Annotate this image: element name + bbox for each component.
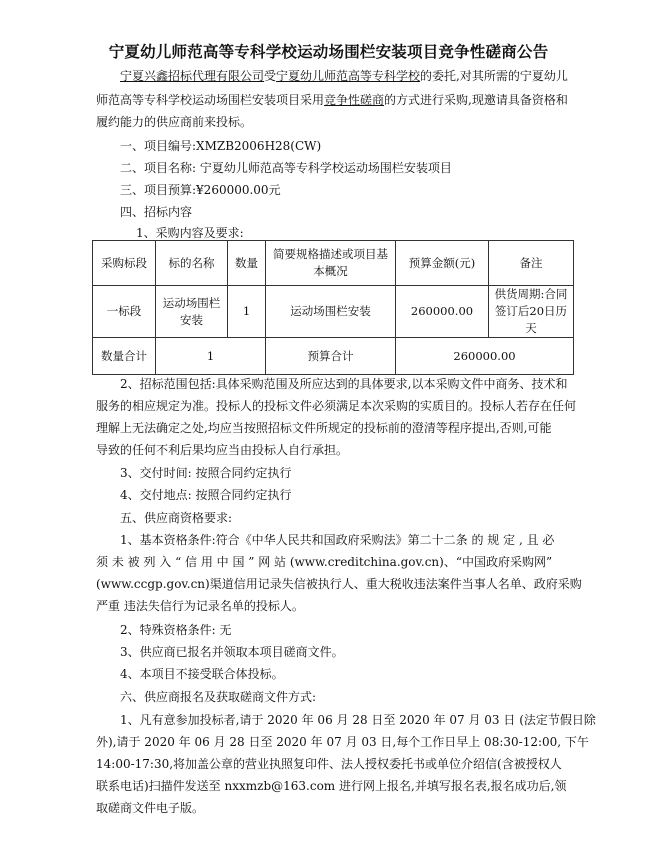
no-joint-bid-note: 4、本项目不接受联合体投标。	[120, 667, 284, 681]
table-row	[93, 286, 574, 338]
project-number: 一、项目编号:XMZB2006H28(CW)	[120, 139, 322, 153]
document-title: 宁夏幼儿师范高等专科学校运动场围栏安装项目竞争性磋商公告	[108, 43, 549, 61]
procurement-method: 竞争性磋商	[324, 93, 385, 107]
procurement-heading: 1、采购内容及要求:	[136, 226, 244, 240]
registered-note: 3、供应商已报名并领取本项目磋商文件。	[120, 645, 344, 659]
scope-line: 理解上无法确定之处,均应当按照招标文件所规定的投标前的澄清等程序提出,否则,可能	[96, 421, 552, 435]
special-qualification: 2、特殊资格条件: 无	[120, 623, 232, 637]
table-cell: 1	[156, 338, 266, 375]
intro-line-2: 师范高等专科学校运动场围栏安装项目采用竞争性磋商的方式进行采购,现邀请具备资格和	[96, 93, 568, 107]
registration-line: 联系电话)扫描件发送至 nxxmzb@163.com 进行网上报名,并填写报名表,报名成功后,领	[96, 779, 567, 793]
table-cell: 1	[228, 286, 266, 338]
procurement-table	[92, 240, 574, 375]
table-header-cell: 数量	[228, 241, 266, 286]
table-cell: 数量合计	[93, 338, 156, 375]
intro-line-1: 宁夏兴鑫招标代理有限公司受宁夏幼儿师范高等专科学校的委托,对其所需的宁夏幼儿	[120, 69, 568, 83]
table-cell: 一标段	[93, 286, 156, 338]
qualification-line: (www.ccgp.gov.cn)渠道信用记录失信被执行人、重大税收违法案件当事人名单、政府采购	[96, 577, 582, 591]
table-header-cell: 采购标段	[93, 241, 156, 286]
scope-line: 服务的相应规定为准。投标人的投标文件必须满足本次采购的实质目的。投标人若存在任何	[96, 399, 577, 413]
intro-line-3: 履约能力的供应商前来投标。	[96, 115, 253, 129]
bid-content-heading: 四、招标内容	[120, 205, 193, 219]
table-header-row	[93, 241, 574, 286]
table-header-cell: 标的名称	[156, 241, 228, 286]
table-cell: 260000.00	[396, 286, 489, 338]
table-total-row	[93, 338, 574, 375]
registration-line: 外),请于 2020 年 06 月 28 日至 2020 年 07 月 03 日,每个工作日早上 08:30-12:00, 下午	[96, 735, 589, 749]
table-header-cell: 备注	[489, 241, 574, 286]
delivery-time: 3、交付时间: 按照合同约定执行	[120, 466, 292, 480]
table-header-cell: 预算金额(元)	[396, 241, 489, 286]
registration-line: 14:00-17:30,将加盖公章的营业执照复印件、法人授权委托书或单位介绍信(含被授权人	[96, 757, 562, 771]
qualification-line: 1、基本资格条件:符合《中华人民共和国政府采购法》第二十二条 的 规 定 , 且 必	[120, 533, 555, 547]
delivery-place: 4、交付地点: 按照合同约定执行	[120, 488, 292, 502]
agency-name: 宁夏兴鑫招标代理有限公司	[120, 69, 265, 83]
table-cell: 运动场围栏安装	[156, 286, 228, 338]
registration-heading: 六、供应商报名及获取磋商文件方式:	[120, 690, 317, 704]
scope-line: 2、招标范围包括:具体采购范围及所应达到的具体要求,以本采购文件中商务、技术和	[120, 377, 568, 391]
qualification-heading: 五、供应商资格要求:	[120, 511, 233, 525]
registration-line: 取磋商文件电子版。	[96, 801, 205, 815]
table-cell: 运动场围栏安装	[266, 286, 396, 338]
registration-line: 1、凡有意参加投标者,请于 2020 年 06 月 28 日至 2020 年 07 月 03 日 (法定节假日除	[120, 713, 596, 727]
scope-line: 导致的任何不利后果均应当由投标人自行承担。	[96, 443, 349, 457]
table-cell: 供货周期:合同签订后20日历天	[489, 286, 574, 338]
project-budget: 三、项目预算:¥260000.00元	[120, 183, 281, 197]
buyer-name: 宁夏幼儿师范高等专科学校	[276, 69, 421, 83]
project-name: 二、项目名称: 宁夏幼儿师范高等专科学校运动场围栏安装项目	[120, 161, 452, 175]
table-cell: 260000.00	[396, 338, 574, 375]
table-cell: 预算合计	[266, 338, 396, 375]
qualification-line: 严重 违法失信行为记录名单的投标人。	[96, 599, 304, 613]
table-header-cell: 简要规格描述或项目基本概况	[266, 241, 396, 286]
qualification-line: 须 未 被 列 入 “ 信 用 中 国 ” 网 站 (www.creditchina.gov.cn)、“中国政府采购网”	[96, 555, 553, 569]
